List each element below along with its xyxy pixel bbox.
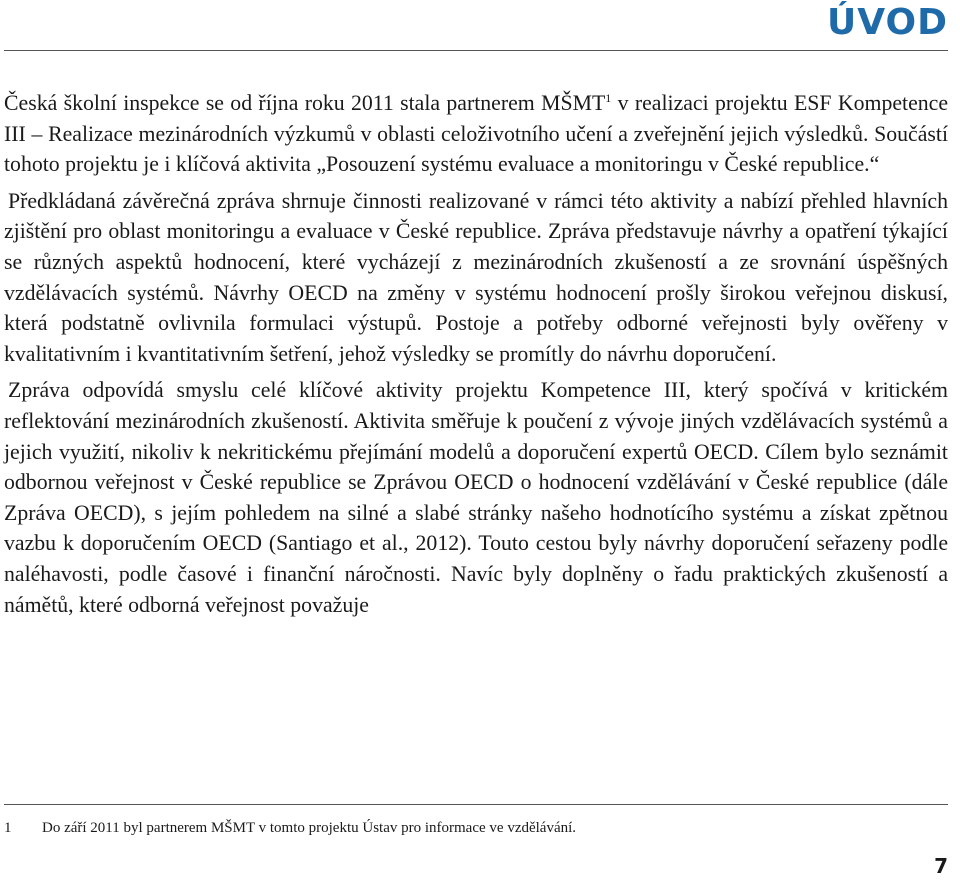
paragraph-1-text-continued: v realizaci projektu ESF Kompetence III – Realizace mezinárodních výzkumů v oblasti celoživotního učení a zveřejnění jejich výsledků. Součástí tohoto projektu je i klíčová aktivita „Posouzení systému evaluace a monitoringu v České republice.“ (4, 91, 948, 177)
footnote-reference: 1 (605, 91, 612, 105)
footnote-text: Do září 2011 byl partnerem MŠMT v tomto projektu Ústav pro informace ve vzdělávání. (42, 820, 577, 836)
page-number: 7 (934, 854, 948, 878)
paragraph-1 (4, 88, 948, 180)
header-rule (4, 50, 948, 51)
paragraph-1-text: Česká školní inspekce se od října roku 2011 stala partnerem MŠMT (4, 91, 606, 115)
page-title: ÚVOD (827, 2, 948, 43)
paragraph-2: Předkládaná závěrečná zpráva shrnuje činnosti realizované v rámci této aktivity a nabízí přehled hlavních zjištění pro oblast monitoringu a evaluace v České republice. Zpráva představuje návrhy a opatření týkající se různých aspektů hodnocení, které vycházejí z mezinárodních zkušeností a ze srovnání úspěšných vzdělávacích systémů. Návrhy OECD na změny v systému hodnocení prošly širokou veřejnou diskusí, která podstatně ovlivnila formulaci výstupů. Postoje a potřeby odborné veřejnosti byly ověřeny v kvalitativním i kvantitativním šetření, jehož výsledky se promítly do návrhu doporučení. (4, 188, 948, 366)
paragraph-3: Zpráva odpovídá smyslu celé klíčové aktivity projektu Kompetence III, který spočívá v kritickém reflektování mezinárodních zkušeností. Aktivita směřuje k poučení z vývoje jiných vzdělávacích systémů a jejich využití, nikoliv k nekritickému přejímání modelů a doporučení expertů OECD. Cílem bylo seznámit odbornou veřejnost v České republice se Zprávou OECD o hodnocení vzdělávání v České republice (dále Zpráva OECD), s jejím pohledem na silné a slabé stránky našeho hodnotícího systému a získat zpětnou vazbu k doporučením OECD (Santiago et al., 2012). Touto cestou byly návrhy doporučení seřazeny podle naléhavosti, podle časové i finanční náročnosti. Navíc byly doplněny o řadu praktických zkušeností a námětů, které odborná veřejnost považuje (4, 378, 948, 617)
body-text (4, 88, 948, 620)
footnote (4, 818, 948, 838)
footnote-rule (4, 804, 948, 805)
footnote-marker: 1 (4, 820, 12, 836)
